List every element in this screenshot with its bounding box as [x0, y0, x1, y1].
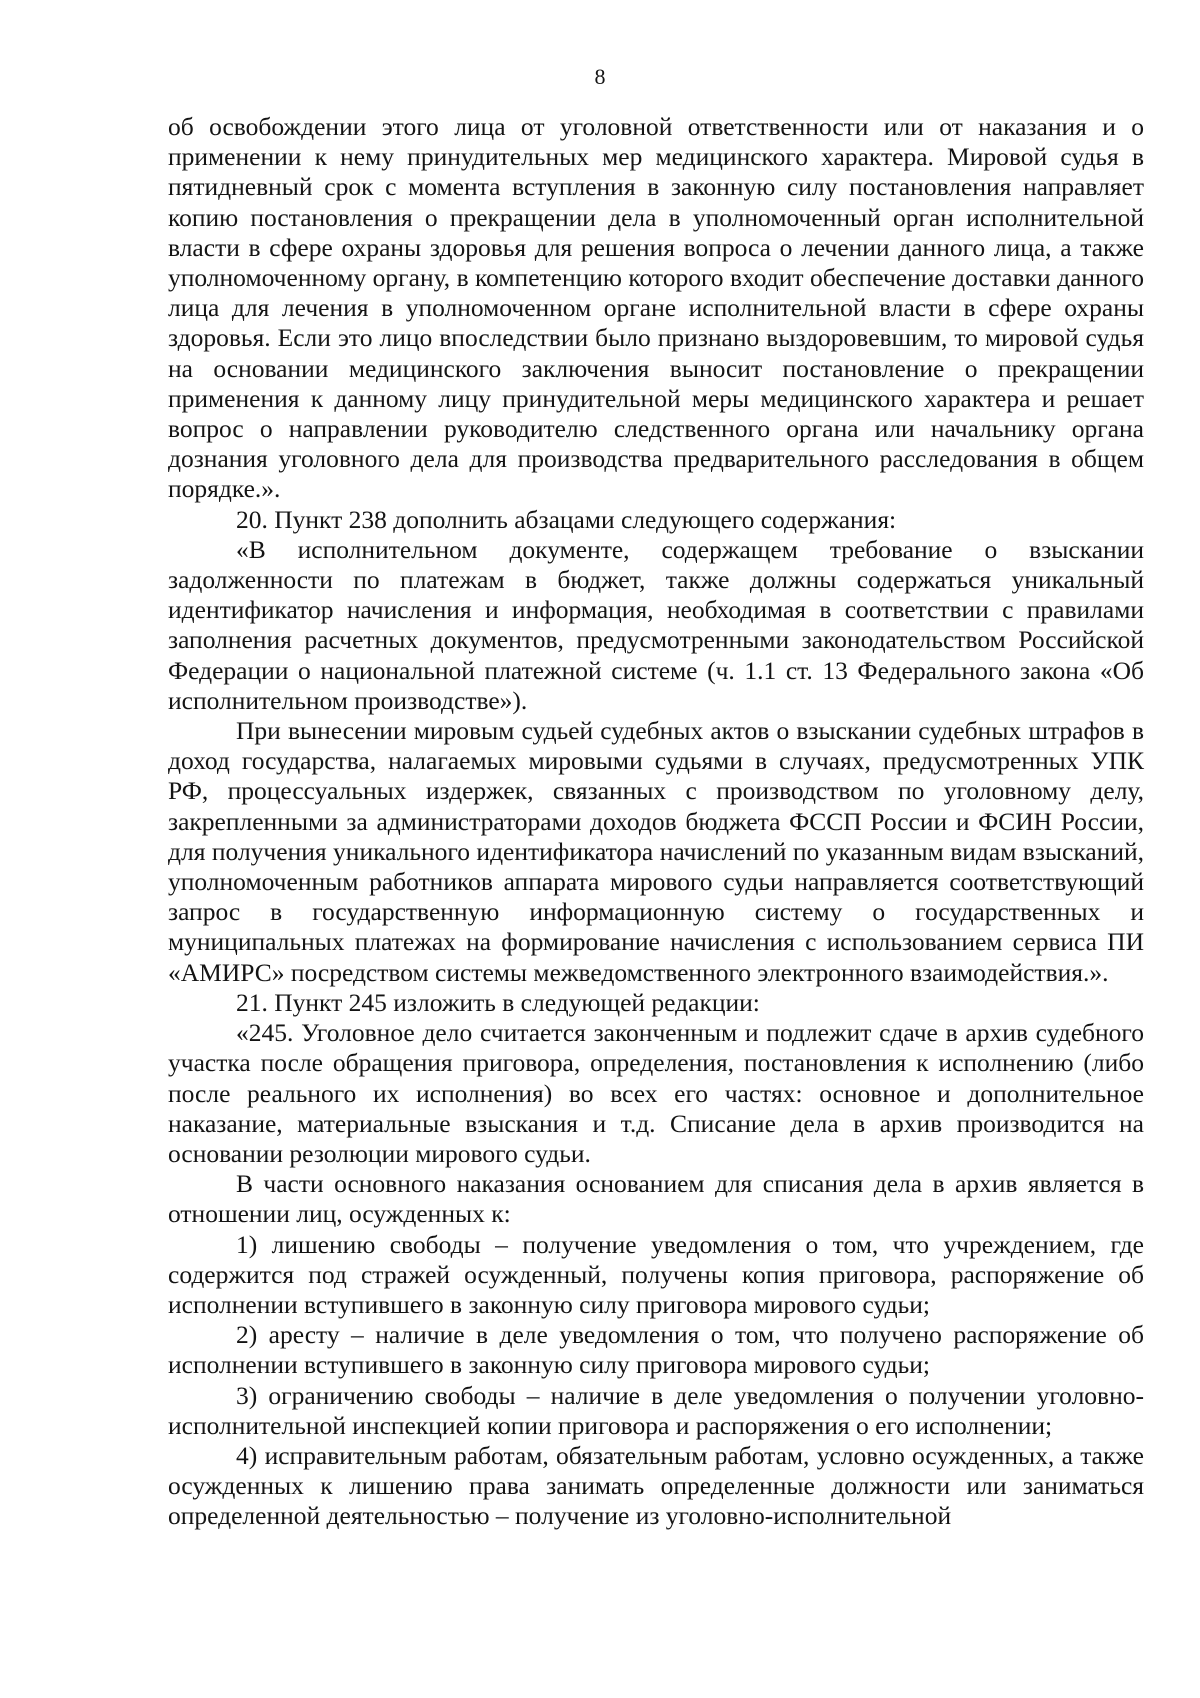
paragraph-8: 1) лишению свободы – получение уведомления о том, что учреждением, где содержится под стражей осужденный, получены копия приговора, распоряжение об исполнении вступившего в законную силу приговора мирового судьи; [168, 1229, 1144, 1319]
paragraph-2: 20. Пункт 238 дополнить абзацами следующего содержания: [236, 504, 897, 534]
paragraph-6: «245. Уголовное дело считается законченным и подлежит сдаче в архив судебного участка после обращения приговора, определения, постановления к исполнению (либо после реального их исполнения) во всех его частях: основное и дополнительное наказание, материальные взыскания и т.д. Списание дела в архив производится на основании резолюции мирового судьи. [168, 1018, 1144, 1168]
page-number: 8 [594, 64, 606, 89]
paragraph-3: «В исполнительном документе, содержащем требование о взыскании задолженности по платежам в бюджет, также должны содержаться уникальный идентификатор начисления и информация, необходимая в соответствии с правилами заполнения расчетных документов, предусмотренными законодательством Российской Федерации о национальной платежной системе (ч. 1.1 ст. 13 Федерального закона «Об исполнительном производстве»). [168, 534, 1144, 715]
paragraph-1: об освобождении этого лица от уголовной ответственности или от наказания и о применении к нему принудительных мер медицинского характера. Мировой судья в пятидневный срок с момента вступления в законную силу постановления направляет копию постановления о прекращении дела в уполномоченный орган исполнительной власти в сфере охраны здоровья для решения вопроса о лечении данного лица, а также уполномоченному органу, в компетенцию которого входит обеспечение доставки данного лица для лечения в уполномоченном органе исполнительной власти в сфере охраны здоровья. Если это лицо впоследствии было признано выздоровевшим, то мировой судья на основании медицинского заключения выносит постановление о прекращении применения к данному лицу принудительной меры медицинского характера и решает вопрос о направлении руководителю следственного органа или начальнику органа дознания уголовного дела для производства предварительного расследования в общем порядке.». [168, 112, 1144, 504]
paragraph-9: 2) аресту – наличие в деле уведомления о том, что получено распоряжение об исполнении вступившего в законную силу приговора мирового судьи; [168, 1320, 1144, 1380]
paragraph-10: 3) ограничению свободы – наличие в деле уведомления о получении уголовно-исполнительной инспекцией копии приговора и распоряжения о его исполнении; [168, 1380, 1144, 1440]
paragraph-5: 21. Пункт 245 изложить в следующей редакции: [236, 987, 760, 1017]
paragraph-11: 4) исправительным работам, обязательным работам, условно осужденных, а также осужденных к лишению права занимать определенные должности или заниматься определенной деятельностью – получение из уголовно-исполнительной [168, 1440, 1144, 1531]
document-body [168, 112, 1144, 1532]
paragraph-4: При вынесении мировым судьей судебных актов о взыскании судебных штрафов в доход государства, налагаемых мировыми судьями в случаях, предусмотренных УПК РФ, процессуальных издержек, связанных с производством по уголовному делу, закрепленными за администраторами доходов бюджета ФССП России и ФСИН России, для получения уникального идентификатора начислений по указанным видам взысканий, уполномоченным работников аппарата мирового судьи направляется соответствующий запрос в государственную информационную систему о государственных и муниципальных платежах на формирование начисления с использованием сервиса ПИ «АМИРС» посредством системы межведомственного электронного взаимодействия.». [168, 716, 1144, 987]
paragraph-7: В части основного наказания основанием для списания дела в архив является в отношении лиц, осужденных к: [168, 1169, 1144, 1229]
